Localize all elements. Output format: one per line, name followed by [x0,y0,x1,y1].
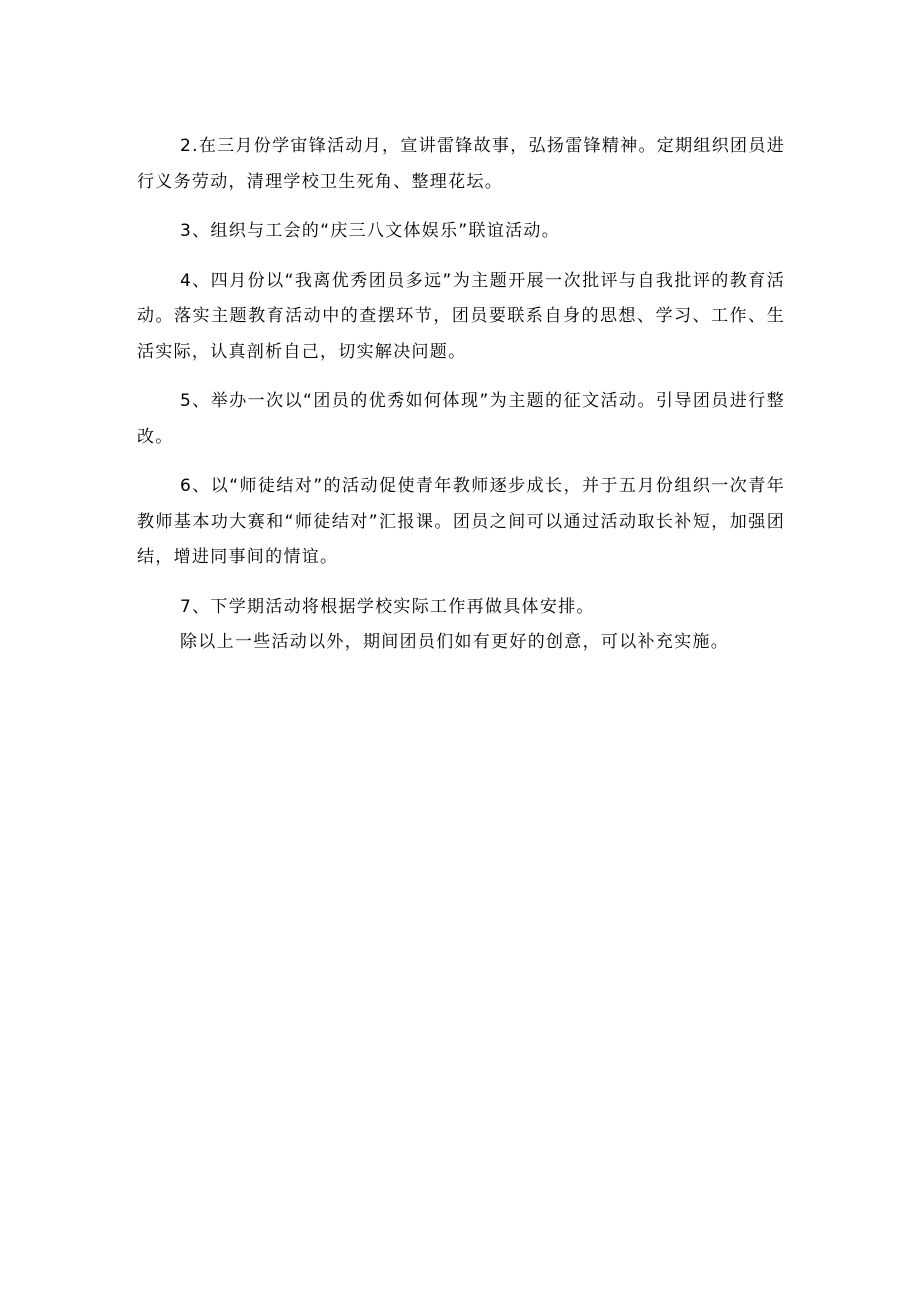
paragraph-item-5: 5、举办一次以“团员的优秀如何体现”为主题的征文活动。引导团员进行整改。 [137,391,785,447]
paragraph-item-6: 6、以“师徒结对”的活动促使青年教师逐步成长，并于五月份组织一次青年教师基本功大赛和“师徒结对”汇报课。团员之间可以通过活动取长补短，加强团结，增进同事间的情谊。 [137,476,785,567]
paragraph-item-7: 7、下学期活动将根据学校实际工作再做具体安排。 [180,596,595,617]
paragraph-item-3: 3、组织与工会的“庆三八文体娱乐”联谊活动。 [180,221,561,241]
paragraph-item-4: 4、四月份以“我离优秀团员多远”为主题开展一次批评与自我批评的教育活动。落实主题教育活动中的查摆环节，团员要联系自身的思想、学习、工作、生活实际，认真剖析自己，切实解决问题。 [137,270,785,362]
paragraph-item-2: 2.在三月份学宙锋活动月，宣讲雷锋故事，弘扬雷锋精神。定期组织团员进行义务劳动，清理学校卫生死角、整理花坛。 [137,136,785,192]
document-body [137,129,785,661]
closing-paragraph: 除以上一些活动以外，期间团员们如有更好的创意，可以补充实施。 [180,632,729,652]
